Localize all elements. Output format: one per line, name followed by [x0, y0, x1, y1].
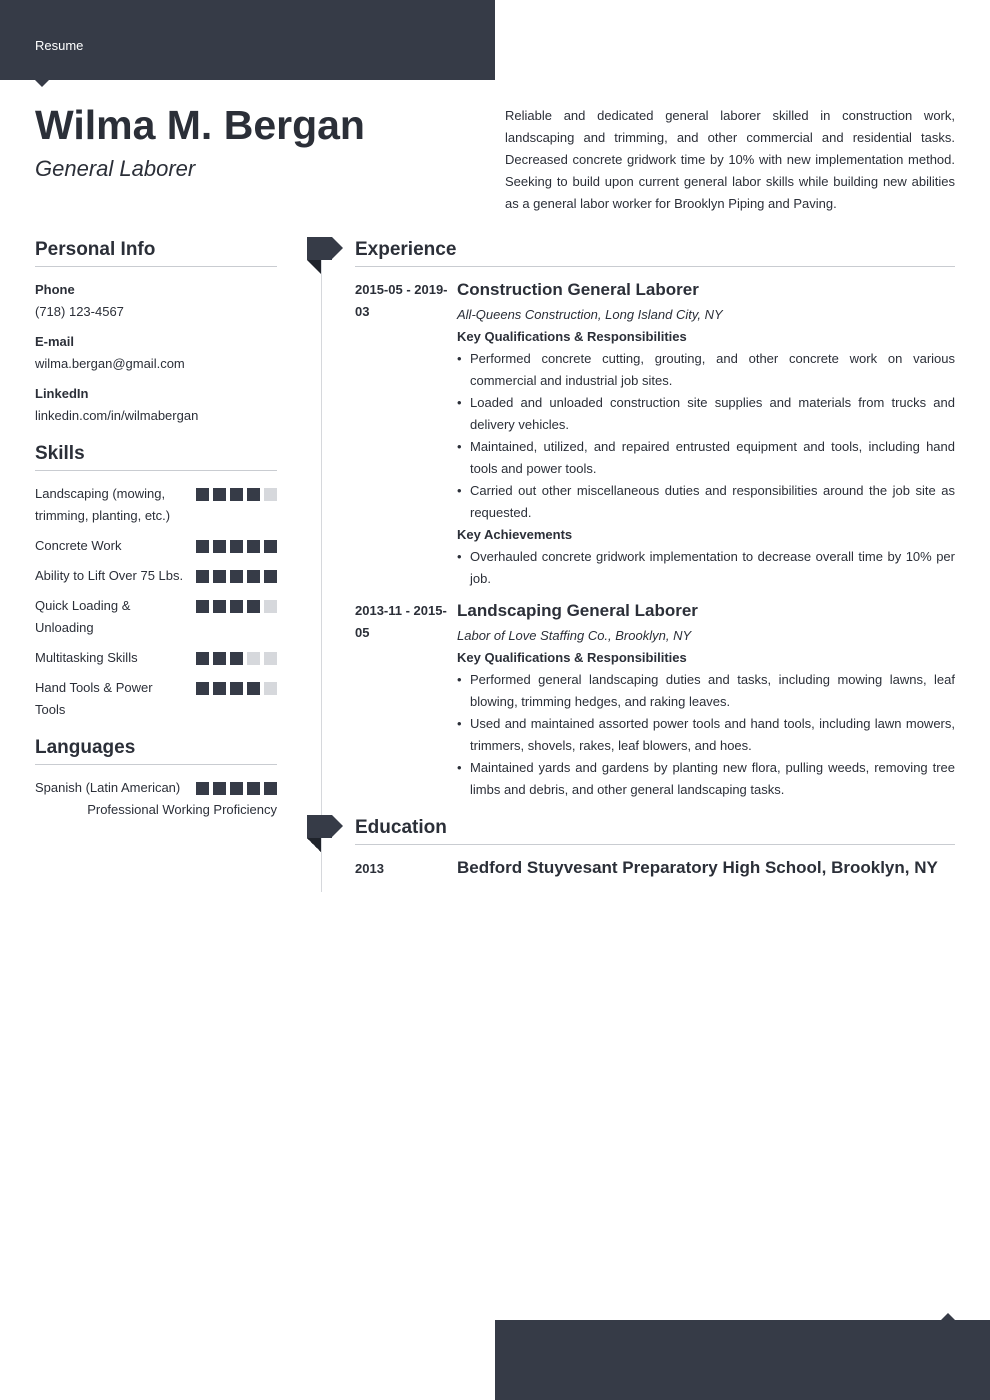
- rating-dot-filled: [264, 540, 277, 553]
- job-title: Landscaping General Laborer: [457, 601, 698, 620]
- skill-name: Landscaping (mowing, trimming, planting, etc.): [35, 486, 171, 523]
- skill-name: Hand Tools & Power Tools: [35, 680, 153, 717]
- education-school: Bedford Stuyvesant Preparatory High School, Brooklyn, NY: [457, 858, 938, 877]
- rating-dot-filled: [247, 570, 260, 583]
- qualifications-label: Key Qualifications & Responsibilities: [457, 329, 687, 344]
- job-date: 2013-11 - 2015-05: [355, 603, 447, 640]
- language-proficiency: Professional Working Proficiency: [87, 802, 277, 817]
- candidate-name: Wilma M. Bergan: [35, 102, 365, 148]
- rating-dot-filled: [213, 488, 226, 501]
- rating-dot-filled: [213, 782, 226, 795]
- skill-name: Quick Loading & Unloading: [35, 598, 131, 635]
- footer-band: [495, 1320, 990, 1400]
- rating-dot-filled: [196, 782, 209, 795]
- language-name: Spanish (Latin American): [35, 780, 181, 795]
- education-section: [355, 815, 955, 880]
- rating-dot-empty: [264, 652, 277, 665]
- skill-row: [35, 483, 277, 527]
- rating-dots: [196, 488, 277, 501]
- skill-row: [35, 565, 277, 587]
- email-value[interactable]: wilma.bergan@gmail.com: [35, 356, 185, 371]
- linkedin-label: LinkedIn: [35, 386, 89, 401]
- rating-dot-filled: [196, 570, 209, 583]
- rating-dot-empty: [264, 488, 277, 501]
- responsibility-item: • Used and maintained assorted power tools and hand tools, including lawn mowers, trimmers, shovels, rakes, leaf blowers, and hoes.: [457, 713, 955, 757]
- rating-dot-empty: [264, 600, 277, 613]
- education-date: 2013: [355, 861, 384, 876]
- footer-notch: [941, 1313, 955, 1320]
- rating-dots: [196, 652, 277, 665]
- qualifications-label: Key Qualifications & Responsibilities: [457, 650, 687, 665]
- education-list: [355, 857, 955, 880]
- rating-dot-filled: [247, 540, 260, 553]
- rating-dot-filled: [230, 652, 243, 665]
- resume-label: Resume: [35, 38, 84, 53]
- profile-summary: Reliable and dedicated general laborer skilled in construction work, landscaping and trimming, and other commercial and residential tasks. Decreased concrete gridwork time by 10% with new implementation method. Seeking to build upon current general labor skills while building new abilities as a general labor worker for Brooklyn Piping and Paving.: [505, 108, 955, 211]
- rating-dot-filled: [196, 682, 209, 695]
- education-flag-icon: [307, 815, 344, 849]
- rating-dot-empty: [247, 652, 260, 665]
- education-heading: Education: [355, 815, 955, 845]
- achievements-label: Key Achievements: [457, 527, 573, 542]
- jobs-list: [355, 279, 955, 801]
- email-label: E-mail: [35, 334, 75, 349]
- rating-dot-filled: [230, 570, 243, 583]
- left-column: [35, 237, 277, 821]
- experience-heading: Experience: [355, 237, 955, 267]
- rating-dot-filled: [196, 488, 209, 501]
- skills-list: [35, 483, 277, 721]
- rating-dot-filled: [196, 652, 209, 665]
- skill-row: [35, 677, 277, 721]
- responsibility-item: • Loaded and unloaded construction site supplies and materials from trucks and delivery vehicles.: [457, 392, 955, 436]
- rating-dot-empty: [264, 682, 277, 695]
- rating-dot-filled: [230, 600, 243, 613]
- timeline-line: [321, 260, 322, 892]
- experience-section: [355, 237, 955, 811]
- rating-dot-filled: [196, 540, 209, 553]
- rating-dot-filled: [213, 540, 226, 553]
- rating-dot-filled: [196, 600, 209, 613]
- skill-name: Multitasking Skills: [35, 650, 138, 665]
- rating-dot-filled: [213, 600, 226, 613]
- rating-dot-filled: [247, 782, 260, 795]
- header-band: [0, 0, 495, 80]
- responsibility-item: • Performed general landscaping duties and tasks, including mowing lawns, leaf blowing, trimming hedges, and raking leaves.: [457, 669, 955, 713]
- job-title: Construction General Laborer: [457, 280, 699, 299]
- skill-row: [35, 595, 277, 639]
- education-entry: [355, 857, 955, 880]
- languages-heading: Languages: [35, 735, 277, 765]
- rating-dot-filled: [230, 782, 243, 795]
- job-company: Labor of Love Staffing Co., Brooklyn, NY: [457, 628, 692, 643]
- phone-value: (718) 123-4567: [35, 304, 124, 319]
- rating-dots: [196, 782, 277, 795]
- rating-dots: [196, 570, 277, 583]
- skills-heading: Skills: [35, 441, 277, 471]
- responsibilities-list: [457, 669, 955, 801]
- linkedin-value[interactable]: linkedin.com/in/wilmabergan: [35, 408, 199, 423]
- responsibility-item: • Maintained, utilized, and repaired entrusted equipment and tools, including hand tools and power tools.: [457, 436, 955, 480]
- responsibilities-list: [457, 348, 955, 524]
- skill-row: [35, 647, 277, 669]
- job-details: [457, 279, 955, 590]
- language-row: [35, 777, 277, 799]
- skill-row: [35, 535, 277, 557]
- achievements-list: [457, 546, 955, 590]
- rating-dot-filled: [230, 682, 243, 695]
- rating-dot-filled: [247, 488, 260, 501]
- experience-flag-icon: [307, 237, 344, 271]
- rating-dot-filled: [264, 782, 277, 795]
- achievement-item: • Overhauled concrete gridwork implementation to decrease overall time by 10% per job.: [457, 546, 955, 590]
- rating-dot-filled: [213, 682, 226, 695]
- rating-dots: [196, 600, 277, 613]
- job-date: 2015-05 - 2019-03: [355, 282, 448, 319]
- header-notch: [35, 80, 49, 87]
- responsibility-item: • Maintained yards and gardens by planting new flora, pulling weeds, removing tree limbs and debris, and other general landscaping tasks.: [457, 757, 955, 801]
- job-entry: [355, 279, 955, 590]
- candidate-title: General Laborer: [35, 156, 196, 181]
- rating-dot-filled: [213, 652, 226, 665]
- languages-list: [35, 777, 277, 821]
- rating-dot-filled: [247, 600, 260, 613]
- responsibility-item: • Performed concrete cutting, grouting, and other concrete work on various commercial and industrial job sites.: [457, 348, 955, 392]
- rating-dot-filled: [230, 540, 243, 553]
- personal-info-heading: Personal Info: [35, 237, 277, 267]
- rating-dot-filled: [213, 570, 226, 583]
- job-details: [457, 600, 955, 801]
- responsibility-item: • Carried out other miscellaneous duties and responsibilities around the job site as requested.: [457, 480, 955, 524]
- rating-dots: [196, 540, 277, 553]
- job-company: All-Queens Construction, Long Island City, NY: [457, 307, 723, 322]
- rating-dot-filled: [247, 682, 260, 695]
- skill-name: Concrete Work: [35, 538, 122, 553]
- skill-name: Ability to Lift Over 75 Lbs.: [35, 568, 184, 583]
- job-entry: [355, 600, 955, 801]
- phone-label: Phone: [35, 282, 75, 297]
- rating-dot-filled: [264, 570, 277, 583]
- rating-dot-filled: [230, 488, 243, 501]
- rating-dots: [196, 682, 277, 695]
